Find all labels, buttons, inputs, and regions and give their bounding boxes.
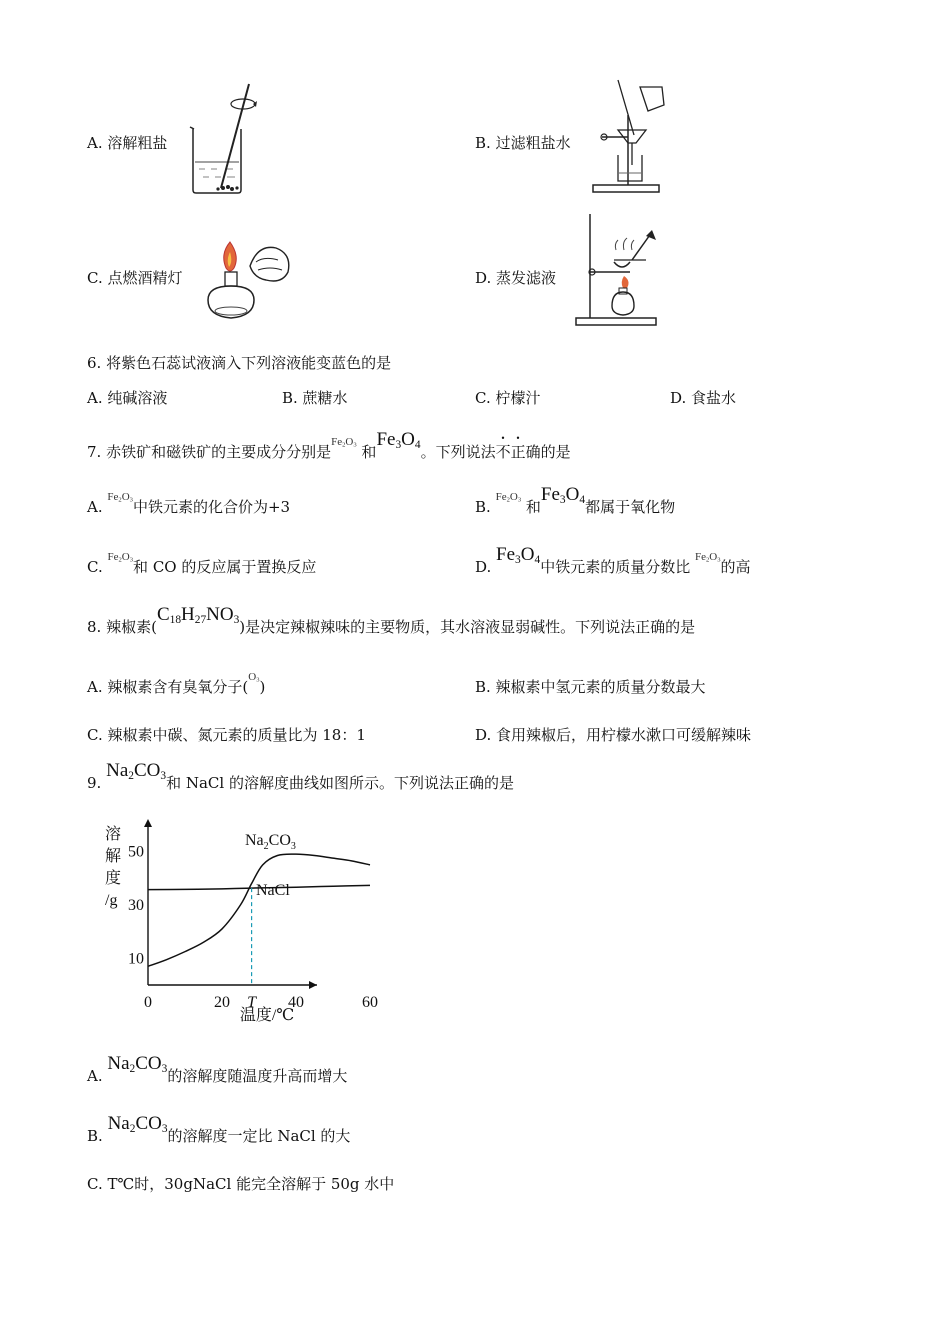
q7-stem: 7. 赤铁矿和磁铁矿的主要成分分别是$Fe_2O_3$ 和$Fe_3O_4$。下列说法不正确的是 [87, 429, 571, 461]
y-axis-label-char: /g [105, 892, 118, 909]
formula-na2co3: $Na_2CO_3$ [106, 760, 167, 782]
series-line-na2co3 [148, 854, 370, 966]
q5-option-b: B. 过滤粗盐水 [475, 134, 571, 152]
q6-option-b: B. 蔗糖水 [282, 389, 348, 407]
q8-option-b: B. 辣椒素中氢元素的质量分数最大 [475, 678, 706, 696]
evaporation-apparatus-icon [572, 210, 662, 330]
q9-option-c: C. T℃时，30gNaCl 能完全溶解于 50g 水中 [87, 1175, 395, 1193]
beaker-stirring-icon [185, 82, 265, 197]
x-tick-label: 0 [144, 994, 152, 1011]
q7-option-b: B. $Fe_2O_3$ 和$Fe_3O_4$都属于氧化物 [475, 484, 676, 516]
q8-option-a: A. 辣椒素含有臭氧分子$(O_3)$ [87, 671, 266, 696]
y-axis-label-char: 解 [105, 848, 122, 865]
y-axis-arrow [144, 819, 152, 827]
q9-option-a: A. $Na_2CO_3$的溶解度随温度升高而增大 [87, 1053, 348, 1085]
solubility-chart [95, 815, 378, 1025]
q8-option-c: C. 辣椒素中碳、氮元素的质量比为 18：1 [87, 726, 366, 744]
q8-option-d: D. 食用辣椒后，用柠檬水漱口可缓解辣味 [475, 726, 752, 744]
x-tick-label: 60 [362, 994, 378, 1011]
x-tick-label: 20 [214, 994, 230, 1011]
y-axis-label-char: 度 [105, 870, 122, 887]
y-tick-label: 10 [128, 950, 144, 968]
q7-option-a: A. $Fe_2O_3$中铁元素的化合价为+3 [87, 491, 291, 516]
q8-stem: 8. 辣椒素$(C_{18}H_{27}NO_3)$是决定辣椒辣味的主要物质，其水溶液显弱碱性。下列说法正确的是 [87, 604, 696, 636]
x-axis-label: 温度/℃ [239, 1007, 295, 1024]
alcohol-lamp-icon [200, 238, 300, 328]
q5-option-a: A. 溶解粗盐 [87, 134, 168, 152]
q6-option-c: C. 柠檬汁 [475, 389, 541, 407]
formula-o3: $O_3$ [248, 671, 260, 684]
formula-fe3o4: $Fe_3O_4$ [376, 429, 421, 451]
y-tick-label: 30 [128, 896, 144, 914]
q9-stem: 9. $Na_2CO_3$和 NaCl 的溶解度曲线如图所示。下列说法正确的是 [87, 760, 514, 792]
y-axis-label-char: 溶 [105, 826, 122, 843]
x-tick-label: 40 [288, 994, 304, 1011]
x-axis-arrow [309, 981, 317, 989]
series-label-na2co3: $Na_2CO_3$ [245, 832, 296, 852]
y-tick-label: 50 [128, 843, 144, 861]
formula-capsaicin: $C_{18}H_{27}NO_3$ [156, 604, 240, 626]
q5-option-c: C. 点燃酒精灯 [87, 269, 183, 287]
q6-stem: 6. 将紫色石蕊试液滴入下列溶液能变蓝色的是 [87, 354, 392, 372]
q5-option-d: D. 蒸发滤液 [475, 269, 557, 287]
q7-option-d: D. $Fe_3O_4$中铁元素的质量分数比 $Fe_2O_3$的高 [475, 544, 751, 576]
q6-option-a: A. 纯碱溶液 [87, 389, 168, 407]
series-label-nacl: NaCl [256, 882, 290, 899]
q9-option-b: B. $Na_2CO_3$的溶解度一定比 NaCl 的大 [87, 1113, 351, 1145]
q6-option-d: D. 食盐水 [670, 389, 737, 407]
formula-fe2o3: $Fe_2O_3$ [331, 436, 357, 449]
q7-option-c: C. $Fe_2O_3$和 CO 的反应属于置换反应 [87, 551, 317, 576]
x-tick-label: T [247, 994, 257, 1011]
filtration-apparatus-icon [590, 75, 670, 200]
